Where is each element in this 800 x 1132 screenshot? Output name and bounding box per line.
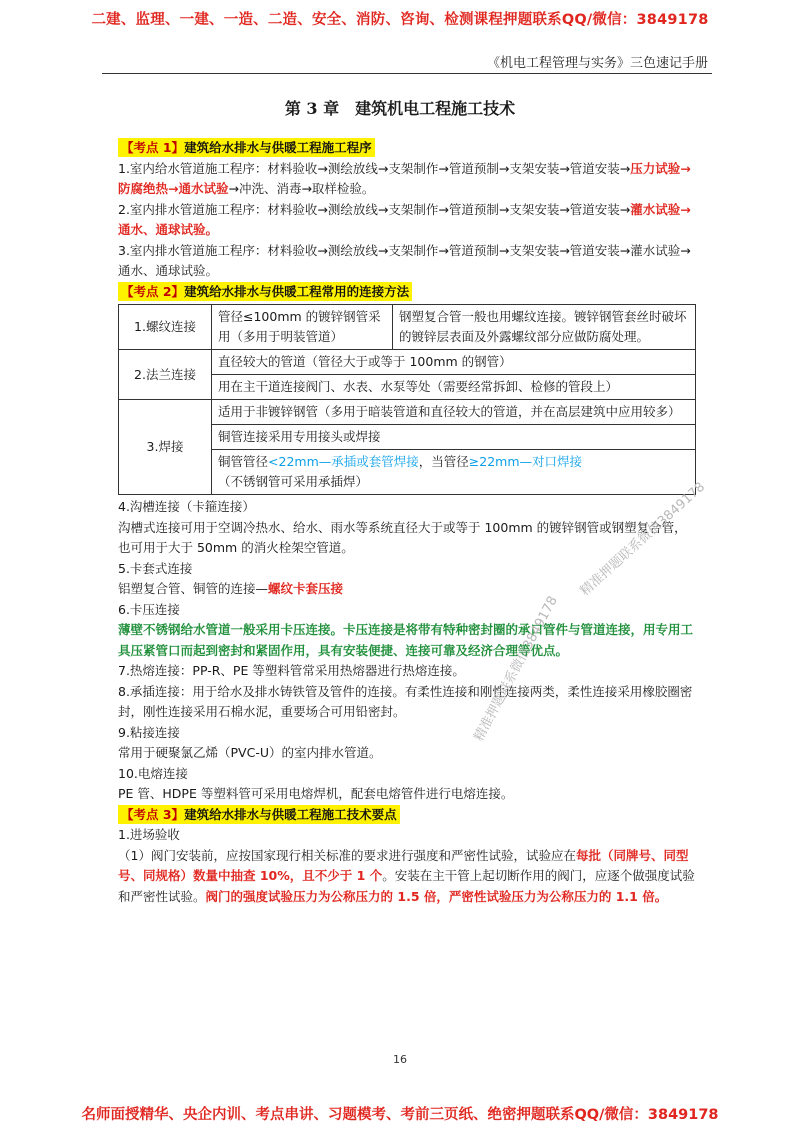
table-row — [119, 350, 696, 375]
watermark: 精准押题联系微信3849178 — [471, 593, 561, 744]
s6-title: 6.卡压连接 — [118, 601, 180, 617]
kp3-s1-title: 1.进场验收 — [118, 827, 180, 842]
table-cell: 适用于非镀锌钢管（多用于暗装管道和直径较大的管道，并在高层建筑中应用较多） — [212, 400, 696, 425]
kp2-tag: 【考点 2】 — [121, 283, 185, 299]
kp1-title: 建筑给水排水与供暖工程施工程序 — [184, 140, 372, 155]
s4-title: 4.沟槽连接（卡箍连接） — [118, 499, 255, 514]
table-cell: 2.法兰连接 — [119, 350, 212, 400]
watermark: 精准押题联系微信3849178 — [577, 479, 709, 600]
kp2-title: 建筑给水排水与供暖工程常用的连接方法 — [184, 283, 410, 299]
s7: 7.热熔连接：PP-R、PE 等塑料管常采用热熔器进行热熔连接。 — [118, 663, 465, 678]
s9-title: 9.粘接连接 — [118, 724, 180, 740]
connection-methods-table — [118, 304, 696, 495]
table-cell: 直径较大的管道（管径大于或等于 100mm 的钢管） — [212, 350, 696, 375]
kp3-title: 建筑给水排水与供暖工程施工技术要点 — [184, 806, 397, 822]
s10-title: 10.电熔连接 — [118, 765, 188, 781]
s10-body: PE 管、HDPE 等塑料管可采用电熔焊机，配套电熔管件进行电熔连接。 — [118, 786, 514, 801]
kp1-item1: 1.室内给水管道施工程序：材料验收→测绘放线→支架制作→管道预制→支架安装→管道安装→压力试验→防腐绝热→通水试验→冲洗、消毒→取样检验。 — [118, 160, 691, 196]
chapter-title: 第 3 章 建筑机电工程施工技术 — [284, 99, 516, 118]
kp1-item3: 3.室内排水管道施工程序：材料验收→测绘放线→支架制作→管道预制→支架安装→管道安装→灌水试验→通水、通球试验。 — [118, 242, 691, 278]
page-number: 16 — [393, 1053, 407, 1066]
kp1-tag: 【考点 1】 — [121, 140, 185, 155]
table-cell: 用在主干道连接阀门、水表、水泵等处（需要经常拆卸、检修的管段上） — [212, 375, 696, 400]
table-row — [119, 305, 696, 350]
top-promo-banner: 二建、监理、一建、一造、二造、安全、消防、咨询、检测课程押题联系QQ/微信：3849178 — [91, 12, 709, 28]
s5-title: 5.卡套式连接 — [118, 560, 193, 576]
table-cell: 铜管连接采用专用接头或焊接 — [212, 425, 696, 450]
s5-body: 铝塑复合管、铜管的连接—螺纹卡套压接 — [118, 581, 344, 596]
header-rule — [102, 73, 712, 74]
table-cell: 钢塑复合管一般也用螺纹连接。镀锌钢管套丝时破坏的镀锌层表面及外露螺纹部分应做防腐处理。 — [393, 305, 696, 350]
table-cell: 铜管管径<22mm—承插或套管焊接，当管径≥22mm—对口焊接 （不锈钢管可采用承插焊） — [212, 450, 696, 495]
table-cell: 1.螺纹连接 — [119, 305, 212, 350]
kp1-heading — [118, 138, 698, 159]
s9-body: 常用于硬聚氯乙烯（PVC-U）的室内排水管道。 — [118, 745, 382, 760]
running-header: 《机电工程管理与实务》三色速记手册 — [486, 56, 708, 71]
kp1-item2: 2.室内排水管道施工程序：材料验收→测绘放线→支架制作→管道预制→支架安装→管道安装→灌水试验→通水、通球试验。 — [118, 201, 691, 237]
kp2-heading — [118, 282, 698, 303]
table-cell: 3.焊接 — [119, 400, 212, 495]
bottom-promo-banner: 名师面授精华、央企内训、考点串讲、习题模考、考前三页纸、绝密押题联系QQ/微信：3849178 — [81, 1107, 719, 1123]
kp3-heading — [118, 805, 698, 826]
table-cell: 管径≤100mm 的镀锌钢管采用（多用于明装管道） — [212, 305, 393, 350]
table-row — [119, 400, 696, 425]
page-body — [118, 138, 698, 907]
s8: 8.承插连接：用于给水及排水铸铁管及管件的连接。有柔性连接和刚性连接两类，柔性连接采用橡胶圈密封，刚性连接采用石棉水泥，重要场合可用铅密封。 — [118, 683, 693, 719]
s4-body: 沟槽式连接可用于空调冷热水、给水、雨水等系统直径大于或等于 100mm 的镀锌钢管或钢塑复合管，也可用于大于 50mm 的消火栓架空管道。 — [118, 519, 687, 555]
kp3-p1: （1）阀门安装前，应按国家现行相关标准的要求进行强度和严密性试验，试验应在每批（同牌号、同型号、同规格）数量中抽查 10%，且不少于 1 个。安装在主干管上起切断作用的阀门，应逐个做强度试验和严密性试验。阀门的强度试验压力为公称压力的 1.5 倍，严密性试验压力为公称压力的 1.1 倍。 — [118, 847, 695, 904]
kp3-tag: 【考点 3】 — [121, 806, 185, 822]
s6-body: 薄壁不锈钢给水管道一般采用卡压连接。卡压连接是将带有特种密封圈的承口管件与管道连接，用专用工具压紧管口而起到密封和紧固作用，具有安装便捷、连接可靠及经济合理等优点。 — [118, 622, 694, 658]
